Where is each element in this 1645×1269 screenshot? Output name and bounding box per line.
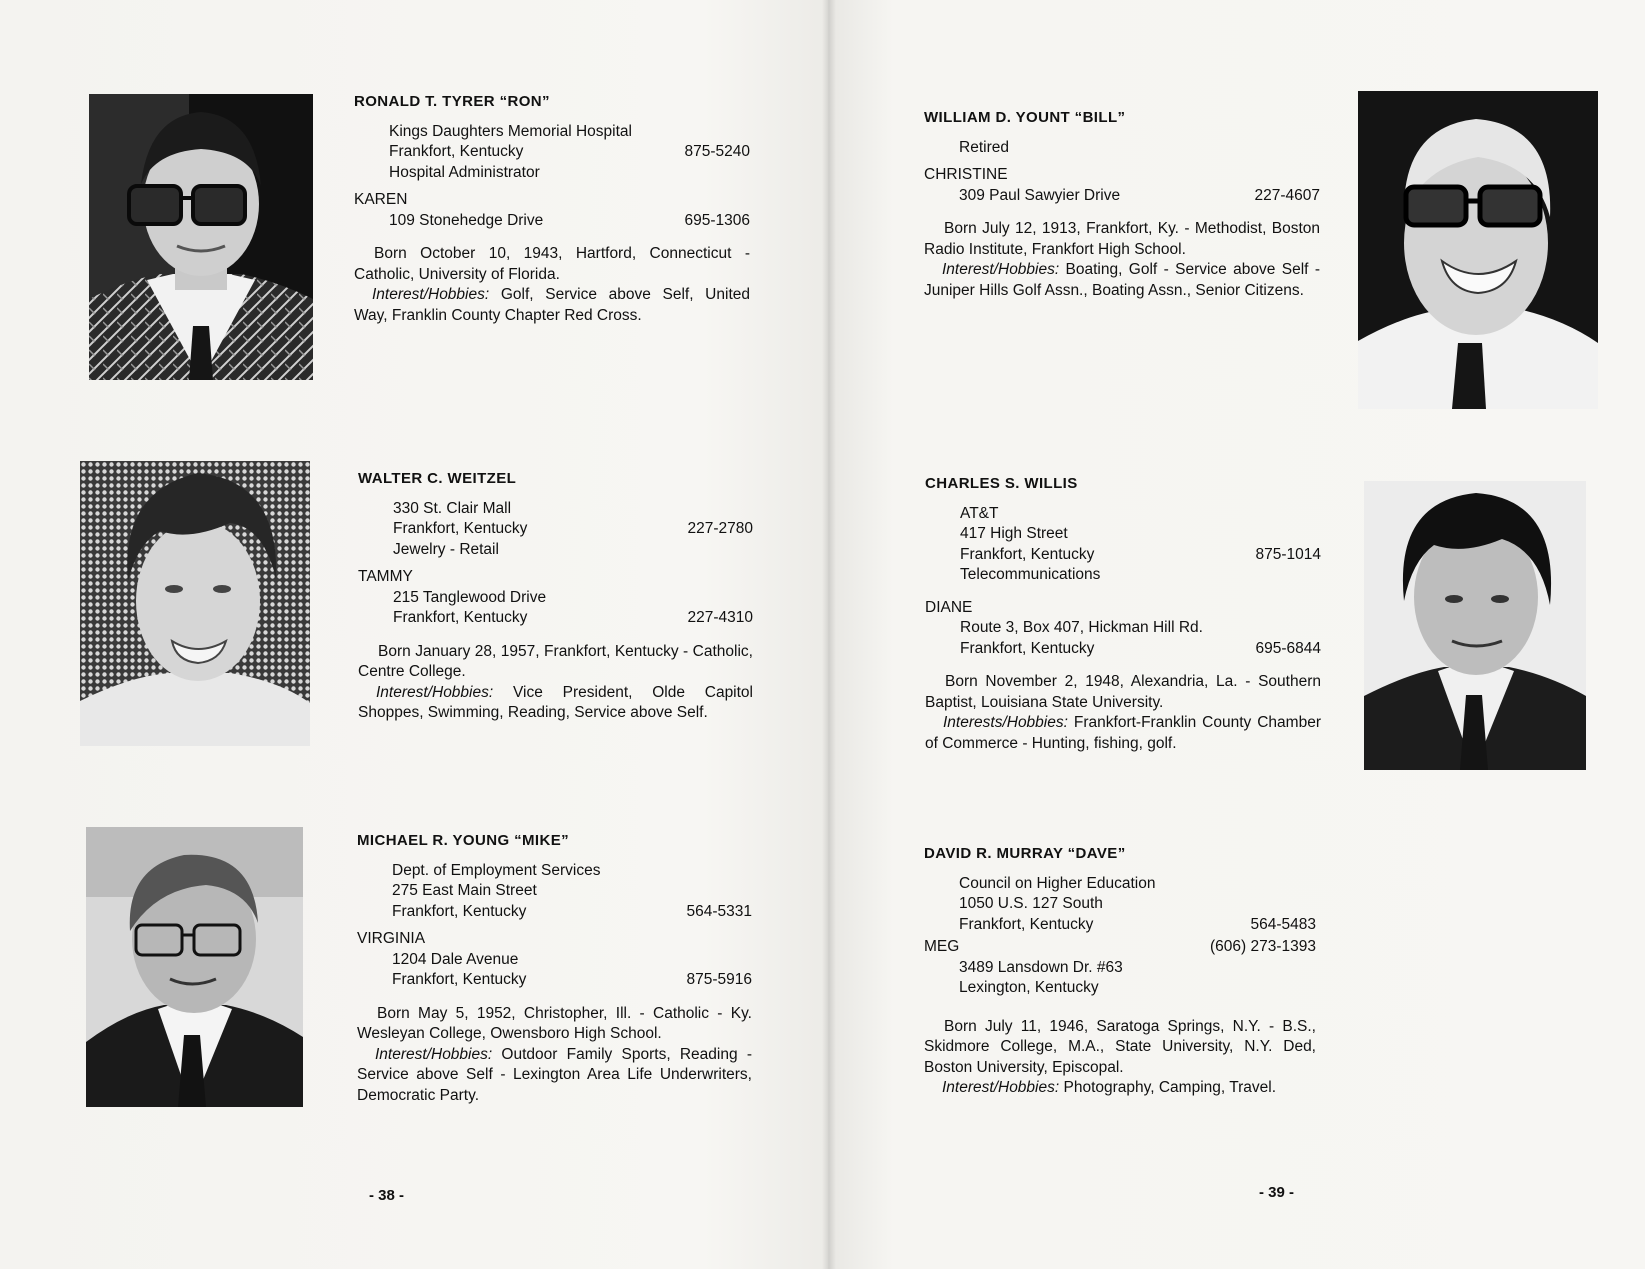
home-line: Lexington, Kentucky — [959, 979, 1099, 996]
page-number-right: - 39 - — [1259, 1184, 1295, 1201]
business-line: Dept. of Employment Services — [392, 861, 601, 879]
member-name: WALTER C. WEITZEL — [358, 470, 517, 487]
member-name: WILLIAM D. YOUNT “BILL” — [924, 109, 1126, 126]
spouse-name: VIRGINIA — [357, 930, 426, 947]
business-line: AT&T — [960, 504, 999, 522]
biography: Born July 12, 1913, Frankfort, Ky. - Methodist, Boston Radio Institute, Frankfort High School. — [924, 220, 1320, 258]
photo-charles-willis — [1364, 481, 1586, 770]
photo-ronald-tyrer — [89, 94, 313, 380]
photo-walter-weitzel — [80, 461, 310, 746]
business-line: Jewelry - Retail — [393, 540, 499, 558]
member-entry-young — [357, 831, 752, 1106]
business-line: Frankfort, Kentucky 875-1014 — [960, 545, 1321, 563]
home-line: 1204 Dale Avenue — [392, 950, 519, 968]
hobbies: Interest/Hobbies: Photography, Camping, Travel. — [942, 1079, 1277, 1096]
member-entry-willis — [925, 474, 1321, 754]
business-line: Kings Daughters Memorial Hospital — [389, 122, 632, 140]
business-line: Retired — [959, 138, 1009, 156]
page-number-left: - 38 - — [369, 1187, 405, 1204]
member-name: RONALD T. TYRER “RON” — [354, 93, 550, 110]
hobbies: Interest/Hobbies: Vice President, Olde Capitol Shoppes, Swimming, Reading, Service above Self. — [358, 683, 753, 721]
business-line: Telecommunications — [960, 566, 1101, 583]
business-line: Council on Higher Education — [959, 874, 1156, 892]
member-entry-weitzel — [358, 469, 753, 724]
hobbies: Interest/Hobbies: Outdoor Family Sports, Reading - Service above Self - Lexington Area Life Underwriters, Democratic Party. — [357, 1045, 752, 1104]
biography: Born January 28, 1957, Frankfort, Kentucky - Catholic, Centre College. — [358, 642, 753, 680]
hobbies: Interest/Hobbies: Golf, Service above Self, United Way, Franklin County Chapter Red Cross. — [354, 286, 750, 324]
business-line: Frankfort, Kentucky 564-5483 — [959, 915, 1316, 933]
spouse-name: MEG — [924, 938, 960, 955]
member-entry-murray — [924, 844, 1316, 1099]
member-entry-tyrer — [354, 92, 750, 326]
home-line: 3489 Lansdown Dr. #63 — [959, 958, 1123, 976]
biography: Born July 11, 1946, Saratoga Springs, N.Y. - B.S., Skidmore College, M.A., State University, N.Y. Ded, Boston University, Episcopal. — [924, 1017, 1316, 1076]
business-line: 330 St. Clair Mall — [393, 499, 512, 517]
member-entry-yount — [924, 108, 1320, 301]
business-line: 1050 U.S. 127 South — [959, 895, 1103, 912]
home-line: 215 Tanglewood Drive — [393, 588, 547, 606]
member-name: CHARLES S. WILLIS — [925, 475, 1078, 492]
spouse-name: CHRISTINE — [924, 166, 1008, 183]
home-line: Frankfort, Kentucky 695-6844 — [960, 639, 1321, 657]
member-name: DAVID R. MURRAY “DAVE” — [924, 845, 1126, 862]
biography: Born October 10, 1943, Hartford, Connecticut - Catholic, University of Florida. — [354, 245, 750, 283]
photo-michael-young — [86, 827, 303, 1107]
home-line: 109 Stonehedge Drive 695-1306 — [389, 211, 750, 229]
spouse-name: TAMMY — [358, 568, 413, 585]
home-line: Frankfort, Kentucky 227-4310 — [393, 609, 753, 626]
business-line: 417 High Street — [960, 525, 1068, 542]
spouse-name: KAREN — [354, 191, 408, 208]
business-line: Hospital Administrator — [389, 163, 540, 181]
photo-william-yount — [1358, 91, 1598, 409]
business-line: 275 East Main Street — [392, 882, 537, 899]
hobbies: Interests/Hobbies: Frankfort-Franklin County Chamber of Commerce - Hunting, fishing, golf. — [925, 714, 1321, 752]
business-line: Frankfort, Kentucky 564-5331 — [392, 902, 752, 920]
biography: Born May 5, 1952, Christopher, Ill. - Catholic - Ky. Wesleyan College, Owensboro High School. — [357, 1004, 752, 1042]
home-line: 309 Paul Sawyier Drive 227-4607 — [959, 186, 1320, 204]
member-name: MICHAEL R. YOUNG “MIKE” — [357, 832, 569, 849]
home-line: Route 3, Box 407, Hickman Hill Rd. — [960, 619, 1203, 636]
business-line: Frankfort, Kentucky 875-5240 — [389, 143, 750, 160]
biography: Born November 2, 1948, Alexandria, La. - Southern Baptist, Louisiana State University. — [925, 673, 1321, 711]
spouse-phone: (606) 273-1393 — [1210, 938, 1316, 955]
hobbies: Interest/Hobbies: Boating, Golf - Service above Self - Juniper Hills Golf Assn., Boating Assn., Senior Citizens. — [924, 261, 1320, 299]
business-line: Frankfort, Kentucky 227-2780 — [393, 520, 753, 537]
book-spine — [822, 0, 836, 1269]
spouse-line — [924, 937, 1316, 958]
home-line: Frankfort, Kentucky 875-5916 — [392, 971, 752, 988]
spouse-name: DIANE — [925, 598, 973, 616]
